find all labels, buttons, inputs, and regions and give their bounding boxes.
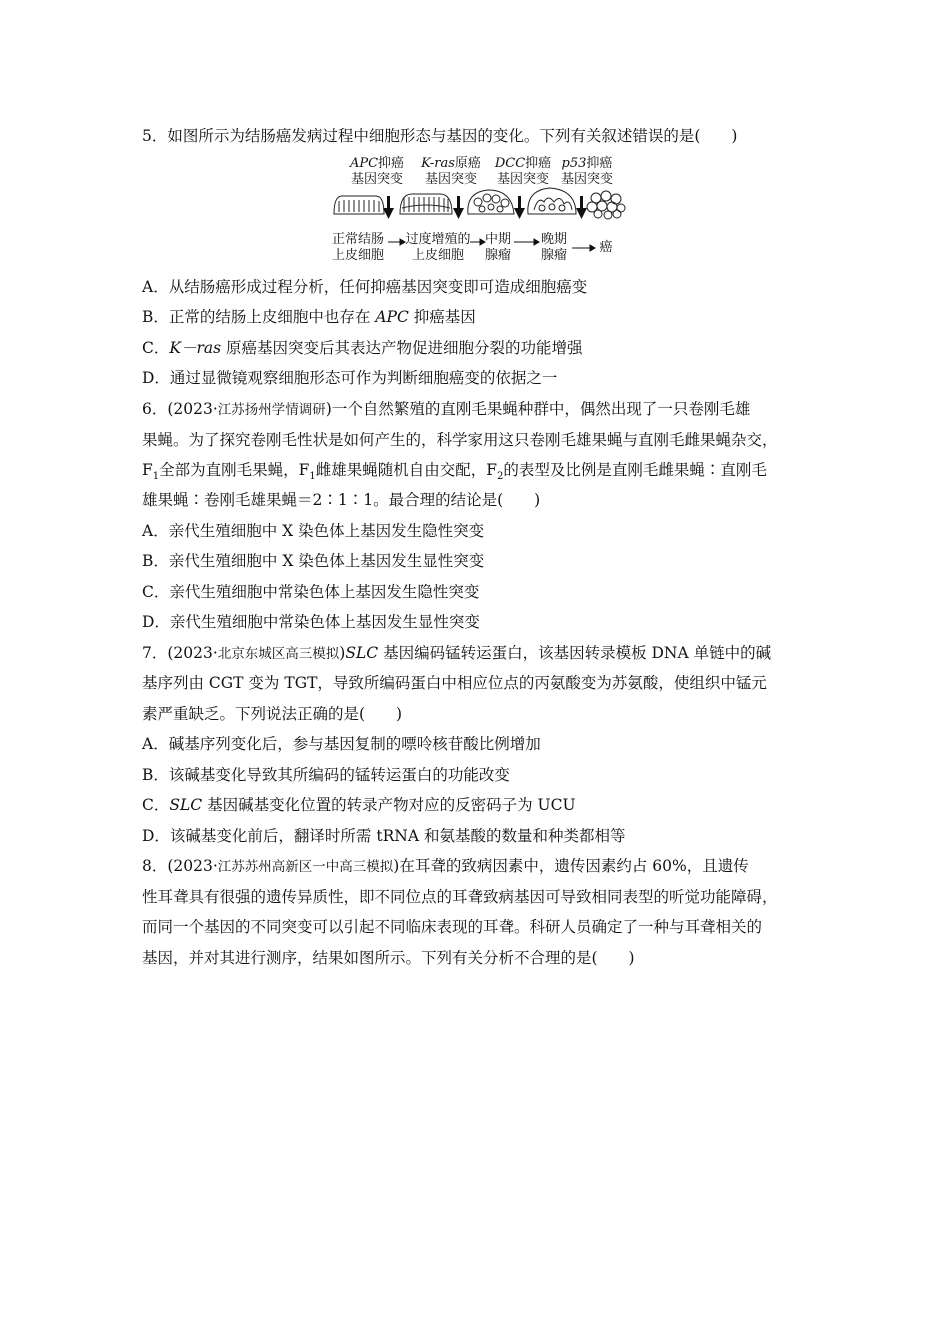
q6-stem-line-2: 果蝇。为了探究卷刚毛性状是如何产生的，科学家用这只卷刚毛雄果蝇与直刚毛雌果蝇杂交， — [142, 431, 778, 449]
q7-stem-line-1: 7．(2023·北京东城区高三模拟)SLC 基因编码锰转运蛋白，该基因转录模板 DNA 单链中的碱 — [142, 644, 772, 662]
arrow-down-1 — [383, 196, 394, 219]
arrow-down-2 — [453, 196, 464, 219]
q5-option-a: A．从结肠癌形成过程分析，任何抑癌基因突变即可造成细胞癌变 — [142, 278, 588, 296]
intermediate-adenoma-drawing — [468, 190, 514, 214]
cancer-cells-drawing — [587, 191, 625, 219]
q5-option-d: D．通过显微镜观察细胞形态可作为判断细胞癌变的依据之一 — [142, 369, 558, 387]
label-kras: K-ras原癌 基因突变 — [421, 156, 481, 187]
stage-cancer: 癌 — [599, 240, 613, 255]
q8-stem-line-1: 8．(2023·江苏苏州高新区一中高三模拟)在耳聋的致病因素中，遗传因素约占 60%，且遗传 — [142, 857, 749, 875]
q6-option-b: B．亲代生殖细胞中 X 染色体上基因发生显性突变 — [142, 552, 485, 570]
hyperproliferative-drawing — [400, 194, 452, 214]
q7-option-c: C．SLC 基因碱基变化位置的转录产物对应的反密码子为 UCU — [142, 796, 576, 814]
stage-hyperproliferative: 过度增殖的 上皮细胞 — [405, 232, 471, 263]
normal-epithelium-drawing — [334, 196, 384, 214]
q5-stem: 5．如图所示为结肠癌发病过程中细胞形态与基因的变化。下列有关叙述错误的是( ) — [142, 127, 738, 145]
q7-option-b: B．该碱基变化导致其所编码的锰转运蛋白的功能改变 — [142, 766, 510, 784]
q7-option-d: D．该碱基变化前后，翻译时所需 tRNA 和氨基酸的数量和种类都相等 — [142, 827, 626, 845]
q8-stem-line-4: 基因，并对其进行测序，结果如图所示。下列有关分析不合理的是( ) — [142, 949, 635, 967]
q6-stem-line-3: $F_1$全部为直刚毛果蝇，$F_1$雌雄果蝇随机自由交配，$F_2$的表型及比例是直刚毛雌果蝇∶直刚毛 — [142, 461, 767, 483]
q7-stem-line-3: 素严重缺乏。下列说法正确的是( ) — [142, 705, 403, 723]
label-apc: APC抑癌 基因突变 — [349, 156, 405, 187]
q6-option-d: D．亲代生殖细胞中常染色体上基因发生显性突变 — [142, 613, 480, 631]
q6-stem-line-1: 6．(2023·江苏扬州学情调研)一个自然繁殖的直刚毛果蝇种群中，偶然出现了一只卷刚毛雄 — [142, 400, 751, 418]
q5-option-b: B．正常的结肠上皮细胞中也存在 APC 抑癌基因 — [142, 308, 476, 326]
q7-stem-line-2: 基序列由 CGT 变为 TGT，导致所编码蛋白中相应位点的丙氨酸变为苏氨酸，使组织中锰元 — [142, 674, 767, 692]
late-adenoma-drawing — [528, 188, 576, 214]
label-dcc: DCC抑癌 基因突变 — [494, 156, 552, 187]
stage-normal: 正常结肠 上皮细胞 — [331, 232, 384, 263]
q6-stem-line-4: 雄果蝇∶卷刚毛雄果蝇＝2∶1∶1。最合理的结论是( ) — [142, 491, 541, 509]
arrow-down-3 — [514, 196, 525, 219]
q8-stem-line-2: 性耳聋具有很强的遗传异质性，即不同位点的耳聋致病基因可导致相同表型的听觉功能障碍， — [142, 888, 778, 906]
q5-option-c: C．K－ras 原癌基因突变后其表达产物促进细胞分裂的功能增强 — [142, 339, 583, 357]
q7-option-a: A．碱基序列变化后，参与基因复制的嘌呤核苷酸比例增加 — [142, 735, 541, 753]
arrow-down-4 — [576, 196, 587, 219]
stage-intermediate-adenoma: 中期 腺瘤 — [484, 232, 511, 263]
q8-stem-line-3: 而同一个基因的不同突变可以引起不同临床表现的耳聋。科研人员确定了一种与耳聋相关的 — [142, 918, 763, 936]
q6-option-a: A．亲代生殖细胞中 X 染色体上基因发生隐性突变 — [142, 522, 485, 540]
stage-late-adenoma: 晚期 腺瘤 — [540, 232, 567, 263]
label-p53: p53抑癌 基因突变 — [560, 156, 613, 187]
colon-cancer-figure — [328, 152, 628, 262]
q6-option-c: C．亲代生殖细胞中常染色体上基因发生隐性突变 — [142, 583, 480, 601]
